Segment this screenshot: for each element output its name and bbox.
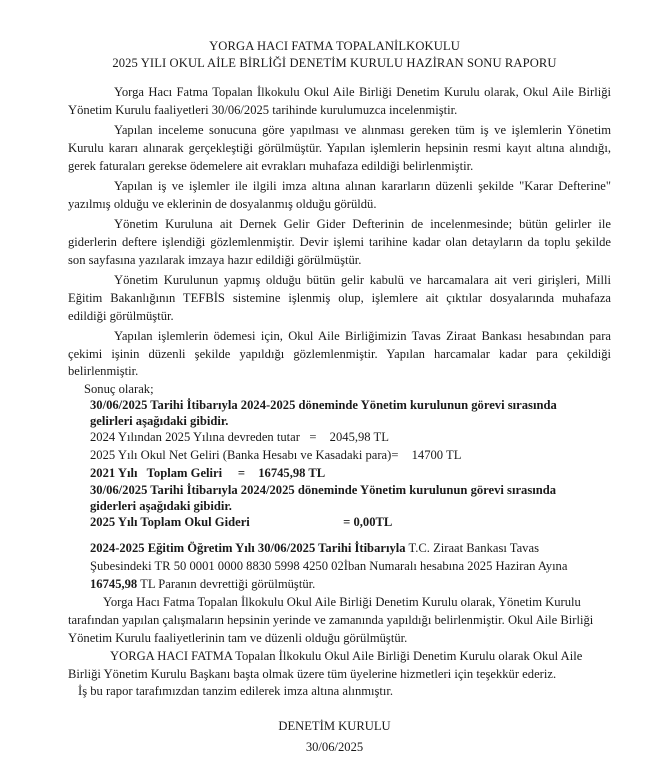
transfer-bold-lead: 2024-2025 Eğitim Öğretim Yılı 30/06/2025 Tarihi İtibarıyla (90, 541, 406, 555)
total-income-label: 2021 Yılı Toplam Geliri = (90, 466, 246, 480)
closing-2-line-1: YORGA HACI FATMA Topalan İlkokulu Okul Aile Birliği Denetim Kurulu olarak Okul Aile (110, 649, 583, 663)
paragraph-3-line-2: yazılmış olduğu ve eklerinin de dosyalanmış olduğu görüldü. (68, 197, 377, 211)
total-income-row (90, 465, 325, 481)
paragraph-1-line-2: Yönetim Kurulu faaliyetleri 30/06/2025 tarihinde kurulumuzca incelenmiştir. (68, 103, 458, 117)
total-expense-label: 2025 Yılı Toplam Okul Gideri (90, 515, 250, 529)
paragraph-4-line-1: Yönetim Kuruluna ait Dernek Gelir Gider Defterinin de incelenmesinde; bütün gelirler ile (114, 217, 611, 231)
transfer-line-2: Şubesindeki TR 50 0001 0000 8830 5998 4250 02İban Numaralı hesabına 2025 Haziran Ayına (90, 559, 568, 573)
paragraph-3-line-1: Yapılan iş ve işlemler ile ilgili imza altına alınan kararların düzenli şekilde "Karar Defterine" (114, 179, 611, 193)
transfer-line-1-rest: T.C. Ziraat Bankası Tavas (405, 541, 539, 555)
income-heading-line-1: 30/06/2025 Tarihi İtibarıyla 2024-2025 döneminde Yönetim kurulunun görevi sırasında (90, 398, 557, 412)
paragraph-2-line-2: Kurulu kararı alınarak gerçekleştiği görülmüştür. Yapılan işlemlerin hepsinin resmi kayıt altına alındığı, (68, 141, 611, 155)
paragraph-1-line-1: Yorga Hacı Fatma Topalan İlkokulu Okul Aile Birliği Denetim Kurulu olarak, Okul Aile Birliği (114, 85, 611, 99)
closing-1-line-2: tarafından yapılan çalışmaların hepsinin yerinde ve zamanında yapıldığı belirlenmiştir. Okul Aile Birliği (68, 613, 594, 627)
carryover-label: 2024 Yılından 2025 Yılına devreden tutar = (90, 430, 317, 444)
expense-heading-line-1: 30/06/2025 Tarihi İtibarıyla 2024/2025 döneminde Yönetim kurulunun görevi sırasında (90, 483, 557, 497)
income-heading-line-2: gelirleri aşağıdaki gibidir. (90, 414, 229, 428)
expense-heading-line-2: giderleri aşağıdaki gibidir. (90, 499, 232, 513)
transfer-amount: 16745,98 (90, 577, 138, 591)
closing-2-line-2: Birliği Yönetim Kurulu Başkanı başta olmak üzere tüm üyelerine hizmetleri için teşekkür ederiz. (68, 667, 557, 681)
transfer-line-3-rest: TL Paranın devrettiği görülmüştür. (137, 577, 316, 591)
paragraph-4-line-3: son sayfasına yazılarak imzaya hazır edildiği görülmüştür. (68, 253, 362, 267)
net-income-row (90, 447, 461, 463)
paragraph-6-line-1: Yapılan işlemlerin ödemesi için, Okul Aile Birliğimizin Tavas Ziraat Bankası hesabından para (114, 329, 611, 343)
total-expense-value: = 0,00TL (343, 515, 393, 529)
carryover-value: 2045,98 TL (329, 430, 389, 444)
paragraph-2-line-1: Yapılan inceleme sonucuna göre yapılması ve alınması gereken tüm iş ve işlemlerin Yönetim (114, 123, 611, 137)
net-income-value: 14700 TL (411, 448, 462, 462)
school-name: YORGA HACI FATMA TOPALANİLKOKULU (209, 39, 460, 53)
carryover-row (90, 429, 389, 445)
paragraph-6-line-3: belirlenmiştir. (68, 364, 139, 378)
paragraph-6-line-2: çekimi işinin düzenli şekilde yapıldığı gözlemlenmiştir. Yapılan harcamalar kadar para çekildiği (68, 347, 611, 361)
total-expense-row (90, 514, 392, 530)
closing-1-line-3: Yönetim Kurulu faaliyetlerinin tam ve düzenli olduğu görülmüştür. (68, 631, 408, 645)
report-title: 2025 YILI OKUL AİLE BİRLİĞİ DENETİM KURULU HAZİRAN SONU RAPORU (112, 56, 557, 70)
paragraph-4-line-2: giderlerin deftere işlendiği gözlemlenmiştir. Devir işlemi tarihine kadar olan detayların da toplu şekilde (68, 235, 611, 249)
transfer-line-3 (90, 576, 315, 592)
paragraph-2-line-3: gerek faturaları gerekse ödemelere ait evrakları muhafaza edildiği belirlenmiştir. (68, 159, 474, 173)
committee-name: DENETİM KURULU (278, 719, 391, 733)
closing-1-line-1: Yorga Hacı Fatma Topalan İlkokulu Okul Aile Birliği Denetim Kurulu olarak, Yönetim Kurulu (103, 595, 581, 609)
transfer-line-1 (90, 540, 539, 556)
paragraph-5-line-1: Yönetim Kurulunun yapmış olduğu bütün gelir kabulü ve harcamalara ait veri girişleri, Milli (114, 273, 611, 287)
paragraph-5-line-3: edildiği görülmüştür. (68, 309, 174, 323)
signature-date: 30/06/2025 (305, 740, 364, 754)
net-income-label: 2025 Yılı Okul Net Geliri (Banka Hesabı ve Kasadaki para)= (90, 448, 399, 462)
summary-intro: Sonuç olarak; (84, 382, 154, 396)
paragraph-5-line-2: Eğitim Bakanlığının TEFBİS sistemine işlenmiş olup, işlemlere ait çıktılar dosyalarında muhafaza (68, 291, 611, 305)
total-income-value: 16745,98 TL (258, 466, 326, 480)
closing-3: İş bu rapor tarafımızdan tanzim edilerek imza altına alınmıştır. (78, 684, 394, 698)
